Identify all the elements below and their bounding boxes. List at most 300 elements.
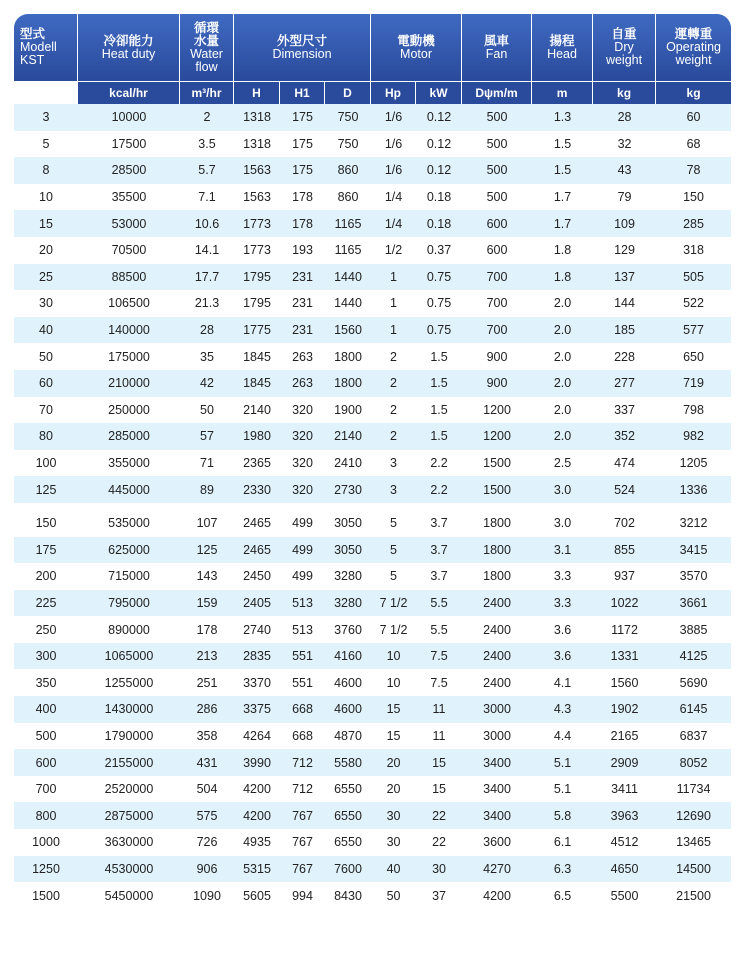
cell-dim-h1: 175 — [280, 104, 325, 131]
cell-head: 4.3 — [532, 696, 593, 723]
cell-dim-h1: 994 — [280, 882, 325, 909]
cell-motor-hp: 1 — [371, 264, 416, 291]
unit-label: Hp — [371, 81, 416, 104]
cell-dim-h: 2465 — [234, 503, 280, 537]
cell-dim-h1: 175 — [280, 157, 325, 184]
cell-model: 150 — [14, 503, 78, 537]
cell-motor-kw: 1.5 — [416, 423, 462, 450]
cell-motor-kw: 22 — [416, 829, 462, 856]
cell-dim-h1: 231 — [280, 264, 325, 291]
table-row — [14, 616, 731, 643]
cell-model: 225 — [14, 590, 78, 617]
cell-dry-weight: 2165 — [593, 723, 656, 750]
cell-motor-hp: 1/6 — [371, 131, 416, 158]
cell-dim-h: 2465 — [234, 537, 280, 564]
cell-dim-d: 1440 — [325, 264, 371, 291]
cell-heat-duty: 53000 — [78, 210, 180, 237]
cell-head: 1.8 — [532, 264, 593, 291]
cell-heat-duty: 10000 — [78, 104, 180, 131]
cell-heat-duty: 535000 — [78, 503, 180, 537]
cell-water-flow: 14.1 — [180, 237, 234, 264]
cell-fan-diameter: 2400 — [462, 669, 532, 696]
table-row — [14, 696, 731, 723]
cell-model: 400 — [14, 696, 78, 723]
cell-model: 350 — [14, 669, 78, 696]
cell-operating-weight: 505 — [656, 264, 731, 291]
cell-dry-weight: 79 — [593, 184, 656, 211]
cell-water-flow: 286 — [180, 696, 234, 723]
cell-water-flow: 71 — [180, 450, 234, 477]
cell-motor-hp: 5 — [371, 537, 416, 564]
cell-dry-weight: 3963 — [593, 802, 656, 829]
cell-model: 800 — [14, 802, 78, 829]
cell-dim-d: 1165 — [325, 237, 371, 264]
cell-dim-h: 2835 — [234, 643, 280, 670]
cell-water-flow: 10.6 — [180, 210, 234, 237]
cell-dry-weight: 28 — [593, 104, 656, 131]
cell-head: 5.1 — [532, 776, 593, 803]
cell-dim-d: 1800 — [325, 343, 371, 370]
cell-motor-hp: 2 — [371, 423, 416, 450]
cell-operating-weight: 12690 — [656, 802, 731, 829]
cell-heat-duty: 1430000 — [78, 696, 180, 723]
unit-label: m — [532, 81, 593, 104]
unit-label: Dψm/m — [462, 81, 532, 104]
cell-motor-kw: 0.12 — [416, 104, 462, 131]
unit-label: H — [234, 81, 280, 104]
cell-dry-weight: 1172 — [593, 616, 656, 643]
cell-motor-kw: 2.2 — [416, 476, 462, 503]
cell-dry-weight: 32 — [593, 131, 656, 158]
cell-fan-diameter: 1200 — [462, 423, 532, 450]
cell-operating-weight: 14500 — [656, 856, 731, 883]
header-operating-weight: 運轉重 Operating weight — [656, 14, 731, 81]
cell-model: 1250 — [14, 856, 78, 883]
cell-dim-h1: 320 — [280, 423, 325, 450]
cell-model: 300 — [14, 643, 78, 670]
cell-fan-diameter: 600 — [462, 237, 532, 264]
cell-dim-h: 1845 — [234, 343, 280, 370]
cell-motor-kw: 0.18 — [416, 184, 462, 211]
cell-dim-h1: 499 — [280, 537, 325, 564]
unit-label: kW — [416, 81, 462, 104]
cell-model: 50 — [14, 343, 78, 370]
cell-dim-h: 3370 — [234, 669, 280, 696]
cell-motor-hp: 1/4 — [371, 210, 416, 237]
table-row — [14, 397, 731, 424]
cell-dim-h1: 712 — [280, 749, 325, 776]
cell-heat-duty: 715000 — [78, 563, 180, 590]
cell-dim-h: 4935 — [234, 829, 280, 856]
cell-water-flow: 2 — [180, 104, 234, 131]
table-row — [14, 563, 731, 590]
cell-dim-d: 4160 — [325, 643, 371, 670]
cell-model: 5 — [14, 131, 78, 158]
unit-label: H1 — [280, 81, 325, 104]
cell-motor-hp: 10 — [371, 669, 416, 696]
cell-dim-h1: 499 — [280, 503, 325, 537]
cell-head: 3.6 — [532, 643, 593, 670]
cell-dim-h1: 193 — [280, 237, 325, 264]
cell-motor-kw: 0.37 — [416, 237, 462, 264]
cell-head: 2.5 — [532, 450, 593, 477]
cell-dim-h1: 320 — [280, 450, 325, 477]
unit-label: D — [325, 81, 371, 104]
cell-dim-h1: 712 — [280, 776, 325, 803]
cell-motor-hp: 1/2 — [371, 237, 416, 264]
cell-heat-duty: 70500 — [78, 237, 180, 264]
cell-dim-h1: 513 — [280, 616, 325, 643]
cell-operating-weight: 3570 — [656, 563, 731, 590]
cell-fan-diameter: 1500 — [462, 476, 532, 503]
cell-head: 3.0 — [532, 476, 593, 503]
cell-dim-h: 2450 — [234, 563, 280, 590]
cell-dry-weight: 5500 — [593, 882, 656, 909]
cell-head: 2.0 — [532, 317, 593, 344]
cell-heat-duty: 17500 — [78, 131, 180, 158]
cell-heat-duty: 2875000 — [78, 802, 180, 829]
cell-fan-diameter: 4200 — [462, 882, 532, 909]
cell-operating-weight: 318 — [656, 237, 731, 264]
table-row — [14, 503, 731, 537]
cell-motor-kw: 0.75 — [416, 290, 462, 317]
cell-dry-weight: 228 — [593, 343, 656, 370]
cell-dry-weight: 4650 — [593, 856, 656, 883]
cell-motor-kw: 3.7 — [416, 563, 462, 590]
cell-dim-d: 4870 — [325, 723, 371, 750]
cell-head: 5.8 — [532, 802, 593, 829]
cell-model: 1500 — [14, 882, 78, 909]
cell-dry-weight: 524 — [593, 476, 656, 503]
cooling-tower-spec-table — [14, 14, 731, 909]
cell-heat-duty: 355000 — [78, 450, 180, 477]
table-row — [14, 210, 731, 237]
cell-water-flow: 358 — [180, 723, 234, 750]
cell-dim-d: 6550 — [325, 776, 371, 803]
cell-motor-hp: 1 — [371, 290, 416, 317]
cell-head: 2.0 — [532, 423, 593, 450]
cell-operating-weight: 3885 — [656, 616, 731, 643]
cell-heat-duty: 2155000 — [78, 749, 180, 776]
header-fan: 風車 Fan — [462, 14, 532, 81]
cell-operating-weight: 5690 — [656, 669, 731, 696]
cell-dim-h1: 178 — [280, 210, 325, 237]
cell-water-flow: 178 — [180, 616, 234, 643]
cell-dim-d: 1165 — [325, 210, 371, 237]
cell-head: 4.1 — [532, 669, 593, 696]
cell-fan-diameter: 4270 — [462, 856, 532, 883]
cell-operating-weight: 68 — [656, 131, 731, 158]
cell-head: 6.1 — [532, 829, 593, 856]
cell-fan-diameter: 500 — [462, 184, 532, 211]
cell-fan-diameter: 1800 — [462, 503, 532, 537]
cell-dry-weight: 4512 — [593, 829, 656, 856]
cell-dim-d: 6550 — [325, 829, 371, 856]
cell-heat-duty: 175000 — [78, 343, 180, 370]
cell-motor-hp: 1 — [371, 317, 416, 344]
cell-dry-weight: 337 — [593, 397, 656, 424]
cell-operating-weight: 577 — [656, 317, 731, 344]
table-row — [14, 776, 731, 803]
cell-motor-hp: 7 1/2 — [371, 616, 416, 643]
cell-dim-d: 2140 — [325, 423, 371, 450]
cell-operating-weight: 1336 — [656, 476, 731, 503]
cell-water-flow: 5.7 — [180, 157, 234, 184]
cell-dim-h1: 668 — [280, 696, 325, 723]
cell-dim-h: 1318 — [234, 104, 280, 131]
table-header — [14, 14, 731, 104]
cell-head: 1.5 — [532, 157, 593, 184]
cell-model: 600 — [14, 749, 78, 776]
table-row — [14, 749, 731, 776]
cell-dry-weight: 1022 — [593, 590, 656, 617]
cell-dim-h1: 668 — [280, 723, 325, 750]
cell-dim-h: 1773 — [234, 210, 280, 237]
cell-water-flow: 7.1 — [180, 184, 234, 211]
cell-dim-h: 1773 — [234, 237, 280, 264]
cell-dim-d: 1440 — [325, 290, 371, 317]
cell-heat-duty: 88500 — [78, 264, 180, 291]
cell-motor-kw: 11 — [416, 723, 462, 750]
table-row — [14, 590, 731, 617]
header-heat-duty: 冷卻能力 Heat duty — [78, 14, 180, 81]
cell-dim-h: 1775 — [234, 317, 280, 344]
spec-table-container — [14, 14, 731, 909]
table-row — [14, 104, 731, 131]
cell-motor-hp: 20 — [371, 776, 416, 803]
unit-label: kg — [656, 81, 731, 104]
cell-head: 6.3 — [532, 856, 593, 883]
cell-fan-diameter: 700 — [462, 264, 532, 291]
cell-model: 20 — [14, 237, 78, 264]
cell-head: 2.0 — [532, 370, 593, 397]
cell-dim-d: 3050 — [325, 503, 371, 537]
cell-dry-weight: 474 — [593, 450, 656, 477]
table-row — [14, 882, 731, 909]
cell-water-flow: 57 — [180, 423, 234, 450]
cell-motor-kw: 3.7 — [416, 537, 462, 564]
cell-fan-diameter: 700 — [462, 317, 532, 344]
cell-motor-kw: 37 — [416, 882, 462, 909]
cell-dim-d: 750 — [325, 131, 371, 158]
cell-heat-duty: 106500 — [78, 290, 180, 317]
cell-fan-diameter: 900 — [462, 370, 532, 397]
cell-heat-duty: 2520000 — [78, 776, 180, 803]
units-blank — [14, 81, 78, 104]
cell-water-flow: 35 — [180, 343, 234, 370]
cell-fan-diameter: 3400 — [462, 802, 532, 829]
cell-motor-kw: 3.7 — [416, 503, 462, 537]
cell-fan-diameter: 500 — [462, 157, 532, 184]
cell-dim-h: 2365 — [234, 450, 280, 477]
cell-water-flow: 159 — [180, 590, 234, 617]
cell-motor-kw: 1.5 — [416, 343, 462, 370]
table-row — [14, 157, 731, 184]
cell-motor-hp: 2 — [371, 370, 416, 397]
cell-dim-h1: 767 — [280, 856, 325, 883]
cell-dim-d: 3280 — [325, 563, 371, 590]
cell-motor-kw: 2.2 — [416, 450, 462, 477]
cell-motor-kw: 5.5 — [416, 616, 462, 643]
cell-dim-h1: 231 — [280, 290, 325, 317]
cell-dim-h1: 320 — [280, 397, 325, 424]
table-body — [14, 104, 731, 909]
cell-operating-weight: 650 — [656, 343, 731, 370]
cell-motor-hp: 3 — [371, 476, 416, 503]
cell-dim-h1: 320 — [280, 476, 325, 503]
cell-model: 30 — [14, 290, 78, 317]
cell-operating-weight: 1205 — [656, 450, 731, 477]
cell-fan-diameter: 1800 — [462, 563, 532, 590]
cell-model: 60 — [14, 370, 78, 397]
cell-motor-hp: 1/4 — [371, 184, 416, 211]
cell-motor-hp: 3 — [371, 450, 416, 477]
cell-water-flow: 431 — [180, 749, 234, 776]
cell-heat-duty: 1255000 — [78, 669, 180, 696]
cell-motor-hp: 1/6 — [371, 104, 416, 131]
cell-motor-hp: 50 — [371, 882, 416, 909]
cell-operating-weight: 6145 — [656, 696, 731, 723]
cell-fan-diameter: 2400 — [462, 590, 532, 617]
table-row — [14, 317, 731, 344]
cell-heat-duty: 4530000 — [78, 856, 180, 883]
cell-operating-weight: 13465 — [656, 829, 731, 856]
cell-water-flow: 17.7 — [180, 264, 234, 291]
cell-motor-hp: 5 — [371, 503, 416, 537]
cell-dim-h1: 263 — [280, 343, 325, 370]
cell-model: 1000 — [14, 829, 78, 856]
cell-fan-diameter: 2400 — [462, 643, 532, 670]
cell-motor-hp: 30 — [371, 829, 416, 856]
cell-dry-weight: 1902 — [593, 696, 656, 723]
cell-motor-kw: 7.5 — [416, 669, 462, 696]
cell-dim-h1: 499 — [280, 563, 325, 590]
cell-head: 2.0 — [532, 397, 593, 424]
cell-model: 80 — [14, 423, 78, 450]
cell-dry-weight: 185 — [593, 317, 656, 344]
cell-model: 10 — [14, 184, 78, 211]
cell-head: 2.0 — [532, 343, 593, 370]
table-row — [14, 802, 731, 829]
table-row — [14, 131, 731, 158]
unit-label: m³/hr — [180, 81, 234, 104]
cell-dim-h: 4200 — [234, 776, 280, 803]
cell-dim-h: 4264 — [234, 723, 280, 750]
cell-water-flow: 213 — [180, 643, 234, 670]
cell-head: 3.0 — [532, 503, 593, 537]
table-row — [14, 537, 731, 564]
cell-dim-d: 7600 — [325, 856, 371, 883]
cell-heat-duty: 28500 — [78, 157, 180, 184]
header-motor: 電動機 Motor — [371, 14, 462, 81]
cell-dim-d: 860 — [325, 157, 371, 184]
cell-dim-h1: 551 — [280, 643, 325, 670]
cell-model: 25 — [14, 264, 78, 291]
cell-operating-weight: 21500 — [656, 882, 731, 909]
cell-head: 4.4 — [532, 723, 593, 750]
cell-model: 70 — [14, 397, 78, 424]
cell-motor-kw: 30 — [416, 856, 462, 883]
cell-heat-duty: 795000 — [78, 590, 180, 617]
cell-dim-h: 3990 — [234, 749, 280, 776]
units-row — [14, 81, 731, 104]
cell-water-flow: 21.3 — [180, 290, 234, 317]
cell-dim-d: 1560 — [325, 317, 371, 344]
cell-water-flow: 726 — [180, 829, 234, 856]
cell-fan-diameter: 3000 — [462, 696, 532, 723]
cell-dim-h: 2740 — [234, 616, 280, 643]
cell-motor-kw: 1.5 — [416, 370, 462, 397]
cell-operating-weight: 78 — [656, 157, 731, 184]
cell-water-flow: 143 — [180, 563, 234, 590]
table-row — [14, 450, 731, 477]
cell-motor-kw: 0.75 — [416, 317, 462, 344]
cell-water-flow: 125 — [180, 537, 234, 564]
table-row — [14, 370, 731, 397]
cell-dim-h: 1795 — [234, 290, 280, 317]
cell-heat-duty: 1065000 — [78, 643, 180, 670]
cell-heat-duty: 35500 — [78, 184, 180, 211]
cell-motor-kw: 5.5 — [416, 590, 462, 617]
cell-dim-h1: 551 — [280, 669, 325, 696]
cell-operating-weight: 522 — [656, 290, 731, 317]
cell-dim-h1: 767 — [280, 802, 325, 829]
cell-fan-diameter: 3600 — [462, 829, 532, 856]
cell-operating-weight: 3661 — [656, 590, 731, 617]
cell-water-flow: 251 — [180, 669, 234, 696]
cell-motor-hp: 2 — [371, 343, 416, 370]
cell-dim-d: 4600 — [325, 696, 371, 723]
cell-head: 3.1 — [532, 537, 593, 564]
cell-dry-weight: 129 — [593, 237, 656, 264]
cell-heat-duty: 3630000 — [78, 829, 180, 856]
cell-dim-d: 6550 — [325, 802, 371, 829]
cell-dry-weight: 1331 — [593, 643, 656, 670]
table-row — [14, 343, 731, 370]
table-row — [14, 643, 731, 670]
cell-heat-duty: 1790000 — [78, 723, 180, 750]
cell-dim-h: 2405 — [234, 590, 280, 617]
cell-dim-d: 8430 — [325, 882, 371, 909]
cell-operating-weight: 6837 — [656, 723, 731, 750]
cell-dim-h: 1795 — [234, 264, 280, 291]
cell-dry-weight: 43 — [593, 157, 656, 184]
unit-label: kcal/hr — [78, 81, 180, 104]
cell-fan-diameter: 1800 — [462, 537, 532, 564]
cell-head: 1.7 — [532, 184, 593, 211]
cell-motor-kw: 0.75 — [416, 264, 462, 291]
cell-dry-weight: 352 — [593, 423, 656, 450]
cell-dry-weight: 1560 — [593, 669, 656, 696]
cell-fan-diameter: 700 — [462, 290, 532, 317]
table-row — [14, 264, 731, 291]
cell-dim-h: 2330 — [234, 476, 280, 503]
cell-dry-weight: 137 — [593, 264, 656, 291]
cell-motor-kw: 0.12 — [416, 157, 462, 184]
cell-head: 6.5 — [532, 882, 593, 909]
cell-motor-hp: 15 — [371, 723, 416, 750]
cell-dim-h: 2140 — [234, 397, 280, 424]
cell-operating-weight: 982 — [656, 423, 731, 450]
cell-model: 8 — [14, 157, 78, 184]
cell-heat-duty: 445000 — [78, 476, 180, 503]
cell-operating-weight: 3212 — [656, 503, 731, 537]
cell-motor-kw: 22 — [416, 802, 462, 829]
cell-motor-kw: 15 — [416, 749, 462, 776]
cell-operating-weight: 3415 — [656, 537, 731, 564]
cell-water-flow: 906 — [180, 856, 234, 883]
cell-dim-d: 1900 — [325, 397, 371, 424]
